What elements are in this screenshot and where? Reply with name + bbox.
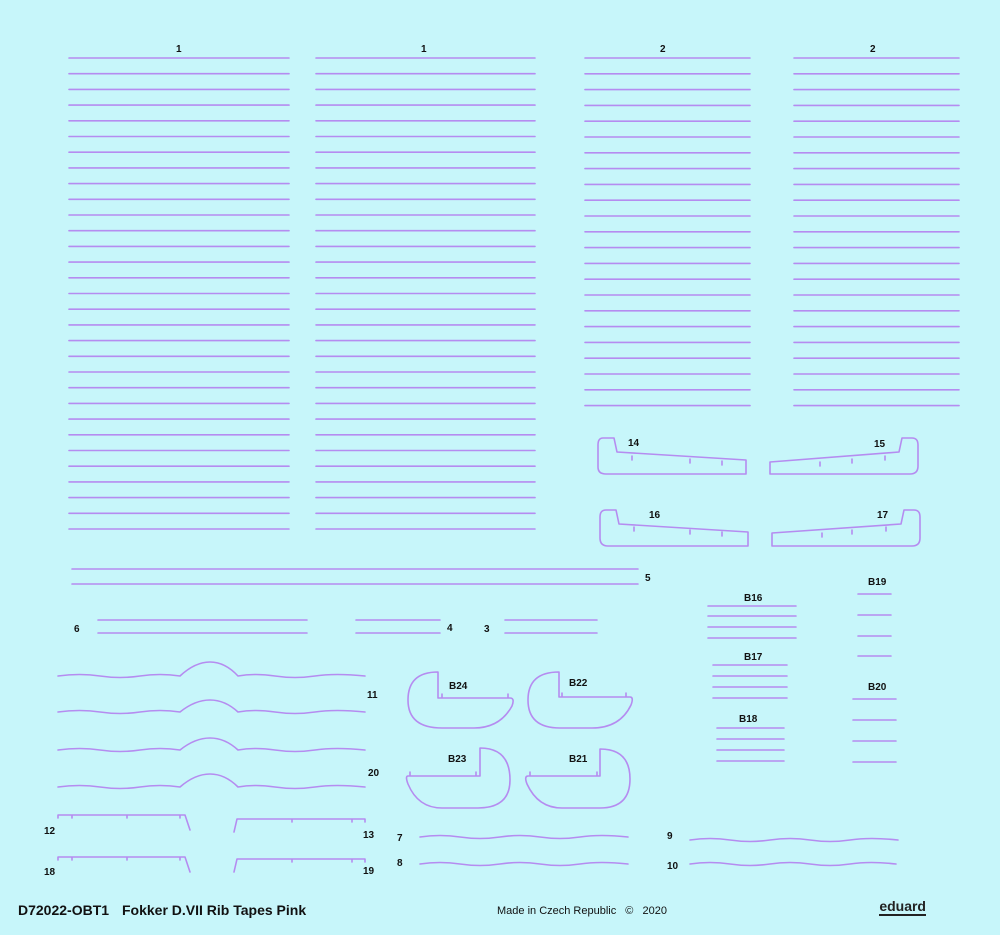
tape-b20: [853, 699, 896, 762]
label-17: 17: [877, 510, 889, 521]
label-6: 6: [74, 624, 80, 635]
label-b24: B24: [449, 681, 468, 692]
label-16: 16: [649, 510, 661, 521]
tape-16: [600, 510, 748, 546]
label-12: 12: [44, 826, 56, 837]
label-b21: B21: [569, 754, 588, 765]
tape-12: [58, 815, 190, 830]
label-panel-2a: 2: [660, 44, 666, 55]
label-8: 8: [397, 858, 403, 869]
tape-20b: [58, 774, 365, 789]
label-13: 13: [363, 830, 375, 841]
label-b19: B19: [868, 577, 887, 588]
label-b17: B17: [744, 652, 763, 663]
tape-9: [690, 839, 898, 842]
label-b18: B18: [739, 714, 758, 725]
label-panel-2b: 2: [870, 44, 876, 55]
label-5: 5: [645, 573, 651, 584]
label-b23: B23: [448, 754, 467, 765]
tape-19: [234, 859, 365, 872]
tape-b17: [713, 665, 787, 698]
label-b22: B22: [569, 678, 588, 689]
tape-b18: [717, 728, 784, 761]
tape-11b: [58, 700, 365, 714]
label-7: 7: [397, 833, 403, 844]
label-panel-1a: 1: [176, 44, 182, 55]
tape-b19: [858, 594, 891, 656]
tape-20a: [58, 738, 365, 752]
label-15: 15: [874, 439, 886, 450]
copyright-symbol: ©: [625, 905, 634, 917]
tape-7: [420, 836, 628, 839]
part-labels: [44, 44, 889, 878]
tape-15: [770, 438, 918, 474]
sheet-title: Fokker D.VII Rib Tapes Pink: [122, 902, 307, 918]
tape-10: [690, 863, 896, 866]
label-18: 18: [44, 867, 56, 878]
tape-14: [598, 438, 746, 474]
label-11: 11: [367, 690, 378, 701]
tape-13: [234, 819, 365, 832]
label-panel-1b: 1: [421, 44, 427, 55]
label-9: 9: [667, 831, 673, 842]
tape-11a: [58, 662, 365, 678]
label-20: 20: [368, 768, 380, 779]
tape-b16: [708, 606, 796, 638]
label-19: 19: [363, 866, 375, 877]
label-10: 10: [667, 861, 679, 872]
label-b16: B16: [744, 593, 763, 604]
label-3: 3: [484, 624, 490, 635]
tape-18: [58, 857, 190, 872]
brand-logo: eduard: [879, 898, 926, 914]
copyright-year: 2020: [642, 905, 667, 917]
made-in-line: [497, 905, 673, 917]
rib-tapes: [58, 58, 959, 872]
tape-17: [772, 510, 920, 546]
tape-8: [420, 863, 628, 866]
label-b20: B20: [868, 682, 887, 693]
label-14: 14: [628, 438, 640, 449]
label-4: 4: [447, 623, 453, 634]
made-in-text: Made in Czech Republic: [497, 905, 617, 917]
sheet-code: D72022-OBT1: [18, 902, 110, 918]
